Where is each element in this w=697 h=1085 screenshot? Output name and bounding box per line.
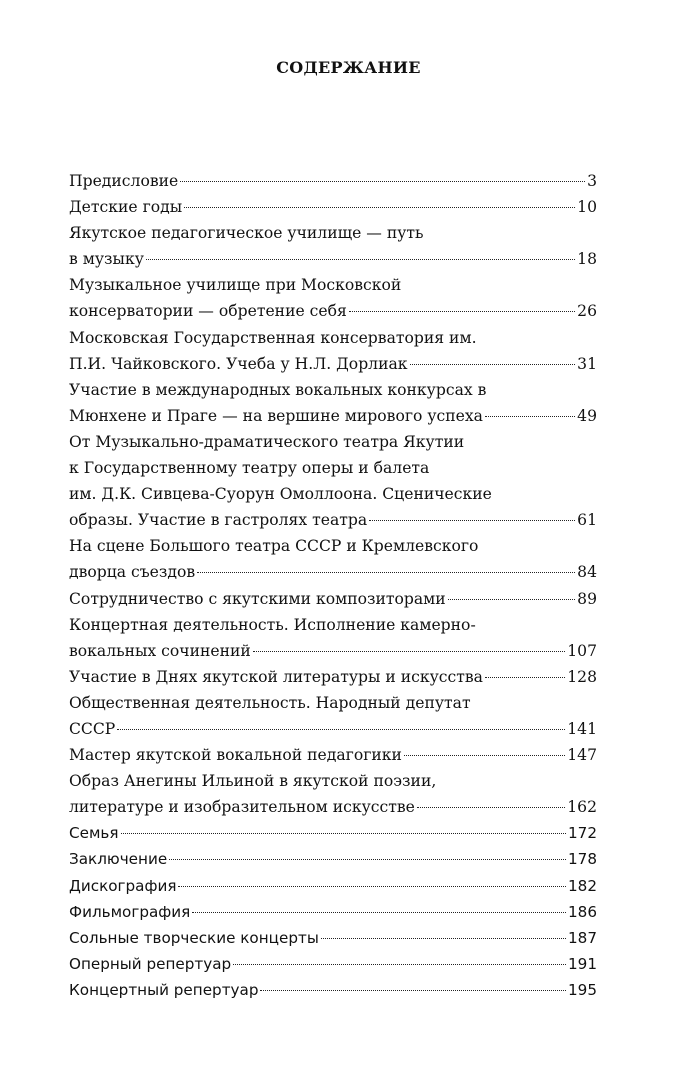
page-title: СОДЕРЖАНИЕ [276,58,421,77]
toc-page-number: 186 [568,902,597,921]
toc-entry-title: Мастер якутской вокальной педагогики [69,746,402,765]
toc-entry-last-line [69,586,597,612]
toc-page-number: 49 [577,406,597,425]
dot-leader [180,180,585,182]
dot-leader [197,571,575,573]
toc-entry[interactable] [69,820,597,846]
toc-entry[interactable] [69,272,597,324]
dot-leader [369,519,575,521]
toc-page-number: 10 [577,198,597,217]
toc-entry-line: Образ Анегины Ильиной в якутской поэзии, [69,772,437,791]
toc-entry-title: Предисловие [69,172,179,190]
toc-entry-line: им. Д.К. Сивцева-Суорун Омоллоона. Сценические [69,485,492,504]
toc-entry[interactable] [69,612,597,664]
toc-entry-line: Участие в международных вокальных конкурсах в [69,380,487,399]
toc-page-number: 61 [577,511,597,530]
dot-leader [410,363,576,365]
toc-entry-last-line [69,951,597,977]
dot-leader [485,676,565,678]
dot-leader [448,598,575,600]
toc-entry-last-line [69,559,597,585]
toc-page-number: 191 [568,954,597,973]
toc-entry[interactable] [69,899,597,925]
toc-entry[interactable] [69,377,597,429]
toc-entry[interactable] [69,925,597,951]
toc-entry-title: Семья [69,824,119,843]
toc-entry-last-line [69,194,597,220]
toc-entry-title: консерватории — обретение себя [69,302,347,321]
toc-entry-title: Участие в Днях якутской литературы и искусства [69,667,483,686]
toc-entry-last-line [69,977,597,1003]
toc-entry[interactable] [69,168,597,194]
toc-page-number: 172 [568,824,597,843]
toc-entry[interactable] [69,690,597,742]
toc-page-number: 162 [567,798,597,817]
toc-page-number: 128 [567,667,597,686]
toc-page-number: 178 [568,850,597,869]
toc-page-number: 84 [577,563,597,582]
toc-entry-line: От Музыкально-драматического театра Якутии [69,432,465,451]
toc-page-number: 31 [577,354,597,373]
dot-leader [117,728,565,730]
dot-leader [349,310,575,312]
toc-entry[interactable] [69,846,597,872]
toc-entry-last-line [69,873,597,899]
toc-entry[interactable] [69,873,597,899]
toc-entry[interactable] [69,951,597,977]
toc-entry-title: СССР [69,719,116,738]
toc-entry-last-line [69,846,597,872]
toc-entry[interactable] [69,742,597,768]
toc-entry-last-line [69,298,597,324]
dot-leader [404,754,565,756]
toc-entry-line: Концертная деятельность. Исполнение камерно- [69,615,476,634]
toc-page-number: 3 [587,172,597,190]
toc-entry-line: Якутское педагогическое училище — путь [69,224,424,243]
toc-entry[interactable] [69,977,597,1003]
toc-page-number: 89 [577,589,597,608]
dot-leader [192,911,566,913]
toc-entry-last-line [69,638,597,664]
toc-entry[interactable] [69,325,597,377]
toc-entry-last-line [69,351,597,377]
toc-entry-last-line [69,664,597,690]
toc-page-number: 187 [568,928,597,947]
toc-entry[interactable] [69,533,597,585]
dot-leader [184,206,575,208]
toc-entry-last-line [69,507,597,533]
table-of-contents [69,168,597,1003]
dot-leader [321,937,566,939]
toc-entry-title: Мюнхене и Праге — на вершине мирового успеха [69,406,483,425]
toc-entry-last-line [69,742,597,768]
toc-entry-title: Сотрудничество с якутскими композиторами [69,589,446,608]
toc-entry-last-line [69,899,597,925]
dot-leader [485,415,575,417]
toc-entry-line: к Государственному театру оперы и балета [69,459,430,478]
toc-entry[interactable] [69,220,597,272]
toc-entry-last-line [69,794,597,820]
toc-entry[interactable] [69,586,597,612]
toc-page-number: 107 [567,641,597,660]
toc-entry-last-line [69,246,597,272]
toc-entry-last-line [69,925,597,951]
toc-entry[interactable] [69,429,597,533]
toc-entry-title: Фильмография [69,902,191,921]
toc-entry-title: литературе и изобразительном искусстве [69,798,415,817]
toc-entry-last-line [69,716,597,742]
toc-entry-title: Детские годы [69,198,183,217]
toc-entry-title: Оперный репертуар [69,954,232,973]
dot-leader [178,885,566,887]
toc-entry[interactable] [69,768,597,820]
toc-page-number: 195 [568,980,597,999]
toc-entry-line: Московская Государственная консерватория им. [69,328,477,347]
toc-page-number: 18 [577,250,597,269]
toc-entry-line: На сцене Большого театра СССР и Кремлевского [69,537,479,556]
toc-entry-title: в музыку [69,250,144,269]
toc-page-number: 182 [568,876,597,895]
toc-page-number: 147 [567,746,597,765]
toc-entry-last-line [69,403,597,429]
toc-page-number: 26 [577,302,597,321]
toc-entry-title: вокальных сочинений [69,641,251,660]
toc-entry-title: Дискография [69,876,177,895]
toc-entry[interactable] [69,194,597,220]
dot-leader [417,806,565,808]
toc-entry-title: дворца съездов [69,563,196,582]
toc-entry-last-line [69,168,597,194]
dot-leader [260,989,566,991]
dot-leader [121,832,567,834]
toc-entry-line: Общественная деятельность. Народный депутат [69,693,471,712]
dot-leader [233,963,566,965]
toc-entry-title: Концертный репертуар [69,980,259,999]
dot-leader [169,858,566,860]
toc-entry-title: Заключение [69,850,168,869]
dot-leader [146,258,575,260]
toc-entry[interactable] [69,664,597,690]
toc-entry-last-line [69,820,597,846]
toc-entry-title: Сольные творческие концерты [69,928,319,947]
toc-entry-title: П.И. Чайковского. Учеба у Н.Л. Дорлиак [69,354,408,373]
toc-entry-line: Музыкальное училище при Московской [69,276,402,295]
dot-leader [253,650,565,652]
toc-page-number: 141 [567,719,597,738]
toc-entry-title: образы. Участие в гастролях театра [69,511,368,530]
